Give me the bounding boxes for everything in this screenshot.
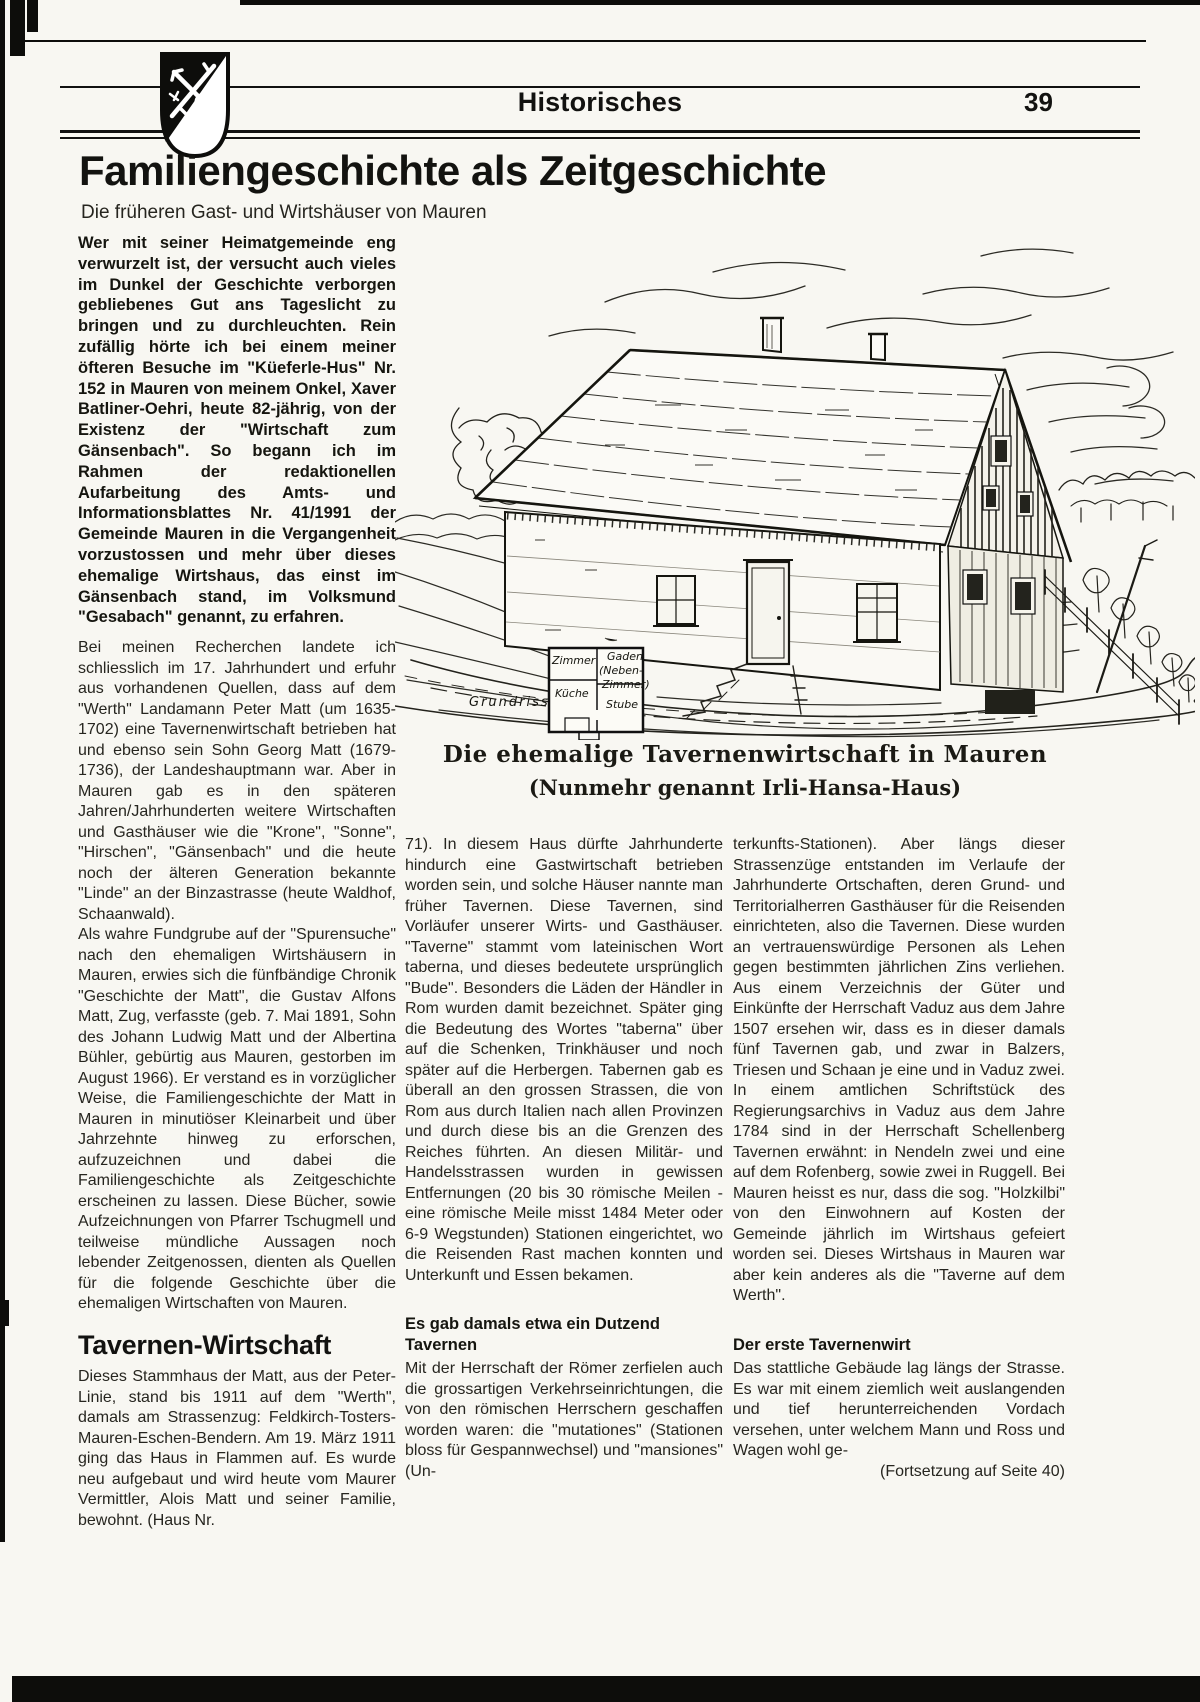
fence [1045, 540, 1179, 724]
floorplan-label-gaden: Gaden [607, 650, 643, 663]
scan-line-top [14, 40, 1146, 42]
basement-window [985, 690, 1035, 714]
illustration-caption [395, 741, 1095, 800]
subheading-erster-tavernenwirt: Der erste Tavernenwirt [733, 1335, 911, 1354]
floorplan-label-stube: Stube [606, 698, 639, 711]
paragraph: Bei meinen Recherchen landete ich schliesslich im 17. Jahrhundert und erfuhr aus vorhandenen Quellen, dass auf dem "Werth" Landamann Peter Matt (um 1635-1702) eine Tavernenwirtschaft betrieben hat und ebenso sein Sohn Georg Matt (1679-1736), der Landeshauptmann war. Aber in Mauren gab es in den späteren Jahren/Jahrhunderten weitere Wirtschaften und Gasthäuser wie die "Krone", "Sonne", "Hirschen", "Gänsenbach" und die heute noch der älteren Generation bekannte "Linde" an der Binzastrasse (heute Waldhof, Schaanwald). [78, 639, 396, 923]
paragraph: terkunfts-Stationen). Aber längs dieser Strassenzüge entstanden im Verlaufe der Jahrhunderte Ortschaften, deren Grund- und Territorialherren Gasthäuser für die Reisenden einrichteten, also die Tavernen. Diese wurden an vertrauenswürdige Personen als Lehen gegen bestimmten jährlichen Zins verliehen. Aus einem Verzeichnis der Güter und Einkünfte der Herrschaft Vaduz aus dem Jahre 1507 ersehen wir, dass es in dieser damals fünf Tavernen gab, und zwar in Balzers, Triesen und Schaan je eine und in Vaduz zwei. In einem amtlichen Schriftstück des Regierungsarchivs in Vaduz aus dem Jahre 1784 sind in der Herrschaft Schellenberg Tavernen erwähnt: in Nendeln zwei und eine auf dem Rofenberg, sowie zwei in Ruggell. Bei Mauren heisst es nur, dass die sog. "Holzkilbi" von den Einwohnern auf Kosten der Gemeinde jährlich im Wirtshaus gefeiert worden sei. Dieses Wirtshaus in Mauren war aber kein anderes als die "Taverne auf dem Werth". [733, 836, 1065, 1304]
page-number: 39 [1024, 87, 1053, 117]
door [743, 560, 793, 664]
paragraph: Dieses Stammhaus der Matt, aus der Peter-Linie, stand bis 1911 auf dem "Werth", damals am Strassenzug: Feldkirch-Tosters-Mauren-Eschen-Bendern. Am 19. März 1911 ging das Haus in Flammen auf. Es wurde neu aufgebaut und wird heute vom Maurer Vermittler, Alois Matt und seiner Familie, bewohnt. (Haus Nr. [78, 1368, 396, 1529]
house-illustration [395, 240, 1195, 740]
window-right [853, 584, 901, 642]
caption-line-1: Die ehemalige Tavernenwirtschaft in Mauren [442, 741, 1048, 768]
section-title: Historisches [517, 87, 683, 117]
scan-blob-left [0, 1300, 9, 1326]
article-title: Familiengeschichte als Zeitgeschichte [79, 147, 827, 194]
scan-bar-bottom [12, 1676, 1200, 1702]
floorplan-title: Grundriss [469, 695, 550, 710]
trees-right [1059, 471, 1195, 702]
column-right [733, 835, 1065, 1482]
floorplan-label-gaden-3: Zimmer) [602, 678, 650, 691]
floorplan-label-zimmer: Zimmer [552, 654, 596, 667]
subheading-dutzend-tavernen: Es gab damals etwa ein Dutzend Tavernen [405, 1315, 660, 1354]
section-heading-tavernen-wirtschaft: Tavernen-Wirtschaft [78, 1329, 332, 1360]
continuation-note: (Fortsetzung auf Seite 40) [880, 1462, 1065, 1480]
article-subtitle: Die früheren Gast- und Wirtshäuser von Mauren [81, 202, 487, 223]
floorplan-label-kueche: Küche [555, 687, 589, 700]
column-middle [405, 835, 723, 1482]
scan-mark-topleft-2 [27, 0, 38, 32]
column-left [78, 233, 396, 1531]
scan-mark-topleft-1 [10, 0, 25, 56]
window-left [653, 576, 699, 626]
paragraph: Als wahre Fundgrube auf der "Spurensuche" nach den ehemaligen Wirtshäusern in Mauren, erwies sich die fünfbändige Chronik "Geschichte der Matt", die Gustav Alfons Matt, Zug, verfasste (geb. 7. Mai 1891, Sohn des Johann Ludwig Matt und der Albertina Bühler, gebürtig aus Mauren, gestorben im August 1966). Er verstand es in vorzüglicher Weise, die Familiengeschichte der Matt in Mauren in minutiöser Kleinarbeit und über Jahrzehnte hinweg zu erforschen, aufzuzeichnen und dabei die Familiengeschichte als Zeitgeschichte erscheinen zu lassen. Diese Bücher, sowie Aufzeichnungen von Pfarrer Tschugmell und teilweise mündliche Aussagen noch lebender Zeitgenossen, dienten als Quellen für die folgende Geschichte über die ehemaligen Wirtschaften von Mauren. [78, 926, 396, 1313]
paragraph: Das stattliche Gebäude lag längs der Strasse. Es war mit einem ziemlich weit auslangenden und tief herunterreichenden Vordach versehen, unter welchem Mann und Ross und Wagen wohl ge- [733, 1360, 1065, 1459]
chimneys [760, 318, 888, 360]
paragraph: 71). In diesem Haus dürfte Jahrhunderte hindurch eine Gastwirtschaft betrieben worden sein, und solche Häuser nannte man früher Tavernen. Diese Tavernen, sind Vorläufer unserer Wirts- und Gasthäuser. "Taverne" stammt vom lateinischen Wort taberna, und dieses bedeutete ursprünglich "Bude". Besonders die Läden der Händler in Rom wurden damit bezeichnet. Später ging die Bedeutung des Wortes "taberna" über auf die Schenken, Trinkhäuser und noch später auf die Herbergen. Tabernen gab es überall an den grossen Strassen, die von Rom aus durch Italien nach allen Provinzen und durch diese bis an die Grenzen des Reiches führten. An diesen Militär- und Handelsstrassen wurden in gewissen Entfernungen (20 bis 30 römische Meilen - eine römische Meile misst 1484 Meter oder 6-9 Wegstunden) Stationen eingerichtet, wo die Reisenden Rast machen konnten und Unterkunft und Essen bekamen. [405, 836, 723, 1284]
side-wall [948, 546, 1063, 692]
floorplan-label-gaden-2: (Neben- [599, 664, 643, 677]
paragraph: Mit der Herrschaft der Römer zerfielen auch die grossartigen Verkehrseinrichtungen, die von den römischen Herrschern geschaffen worden waren: die "mutationes" (Stationen bloss für Gespannwechsel) und "mansiones" (Un- [405, 1360, 723, 1480]
house-sketch [395, 240, 1195, 740]
caption-line-2: (Nunmehr genannt Irli-Hansa-Haus) [528, 775, 962, 800]
scan-edge-top [240, 0, 1200, 5]
lead-paragraph: Wer mit seiner Heimatgemeinde eng verwurzelt ist, der versucht auch vieles im Dunkel der Geschichte verborgen gebliebenes Gut ans Tageslicht zu bringen und zu durchleuchten. Rein zufällig hörte ich bei einem meiner öfteren Besuche im "Küeferle-Hus" Nr. 152 in Mauren von meinem Onkel, Xaver Batliner-Oehri, heute 82-jährig, von der Existenz der "Wirtschaft zum Gänsenbach". So begann ich im Rahmen der redaktionellen Aufarbeitung des Amts- und Informationsblattes Nr. 41/1991 der Gemeinde Mauren in die Vergangenheit vorzustossen und mehr über dieses ehemalige Wirtshaus, das einst im Gänsenbach stand, im Volksmund "Gesabach" genannt, zu erfahren. [78, 234, 396, 627]
